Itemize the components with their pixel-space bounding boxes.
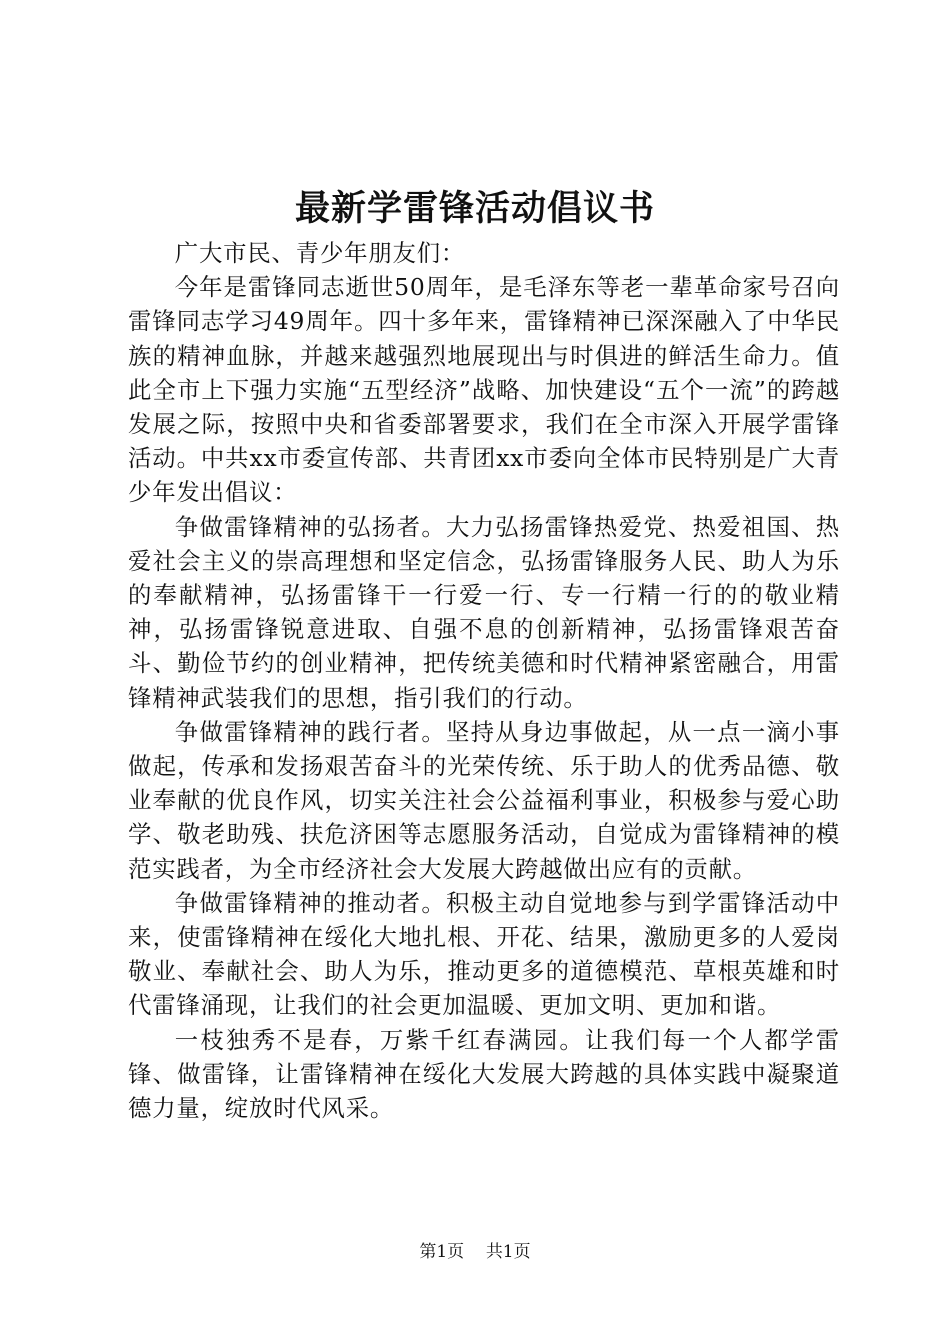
body-paragraph-1: 今年是雷锋同志逝世50周年，是毛泽东等老一辈革命家号召向雷锋同志学习49周年。四十多年来，雷锋精神已深深融入了中华民族的精神血脉，并越来越强烈地展现出与时俱进的鲜活生命力。值此全市上下强力实施“五型经济”战略、加快建设“五个一流”的跨越发展之际，按照中央和省委部署要求，我们在全市深入开展学雷锋活动。中共xx市委宣传部、共青团xx市委向全体市民特别是广大青少年发出倡议：	[128, 273, 840, 507]
footer-spacer	[470, 1242, 481, 1262]
page-number: 第1页	[419, 1242, 465, 1262]
page-total: 共1页	[485, 1242, 531, 1262]
greeting-paragraph: 广大市民、青少年朋友们：	[174, 239, 466, 267]
document-body	[128, 236, 840, 1125]
document-title: 最新学雷锋活动倡议书	[294, 188, 655, 229]
body-paragraph-2: 争做雷锋精神的弘扬者。大力弘扬雷锋热爱党、热爱祖国、热爱社会主义的崇高理想和坚定信念，弘扬雷锋服务人民、助人为乐的奉献精神，弘扬雷锋干一行爱一行、专一行精一行的的敬业精神，弘扬雷锋锐意进取、自强不息的创新精神，弘扬雷锋艰苦奋斗、勤俭节约的创业精神，把传统美德和时代精神紧密融合，用雷锋精神武装我们的思想，指引我们的行动。	[128, 512, 840, 712]
body-paragraph-3: 争做雷锋精神的践行者。坚持从身边事做起，从一点一滴小事做起，传承和发扬艰苦奋斗的光荣传统、乐于助人的优秀品德、敬业奉献的优良作风，切实关注社会公益福利事业，积极参与爱心助学、敬老助残、扶危济困等志愿服务活动，自觉成为雷锋精神的模范实践者，为全市经济社会大发展大跨越做出应有的贡献。	[128, 717, 840, 883]
body-paragraph-4: 争做雷锋精神的推动者。积极主动自觉地参与到学雷锋活动中来，使雷锋精神在绥化大地扎根、开花、结果，激励更多的人爱岗敬业、奉献社会、助人为乐，推动更多的道德模范、草根英雄和时代雷锋涌现，让我们的社会更加温暖、更加文明、更加和谐。	[128, 888, 840, 1020]
page-footer	[0, 1240, 950, 1264]
body-paragraph-5: 一枝独秀不是春，万紫千红春满园。让我们每一个人都学雷锋、做雷锋，让雷锋精神在绥化大发展大跨越的具体实践中凝聚道德力量，绽放时代风采。	[128, 1025, 840, 1123]
